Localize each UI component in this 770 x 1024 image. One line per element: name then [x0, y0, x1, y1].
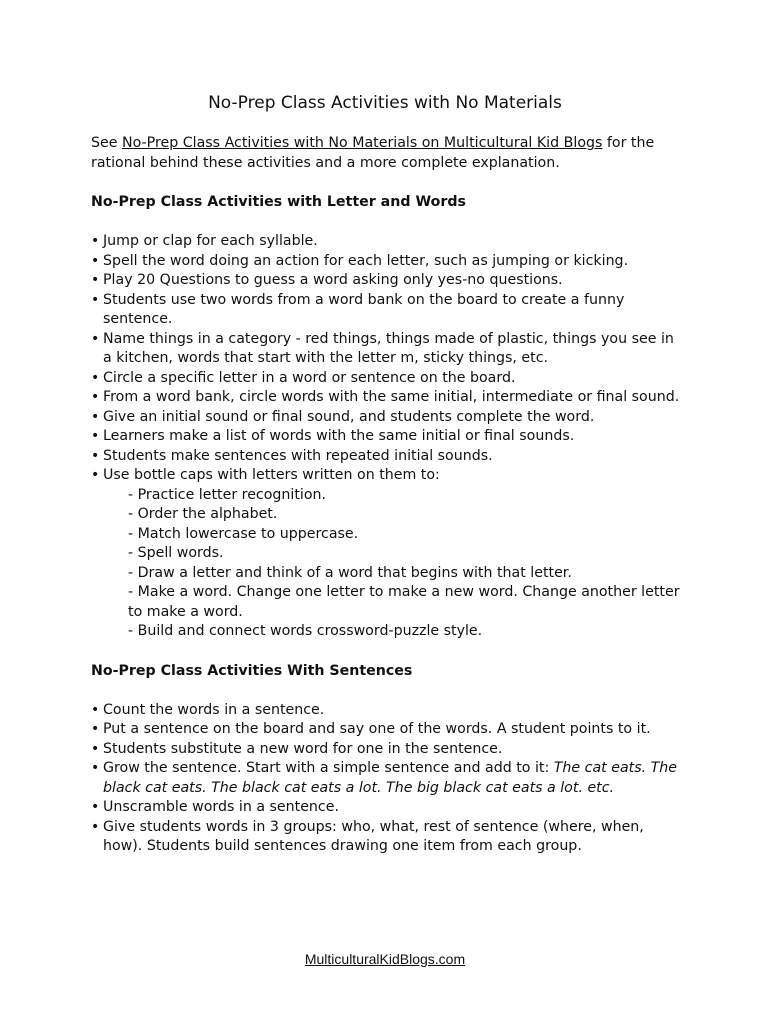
sub-list-item: - Spell words. — [128, 545, 224, 561]
sentences-list — [91, 701, 681, 857]
sub-list-item: - Match lowercase to uppercase. — [128, 525, 359, 542]
list-item: • Unscramble words in a sentence. — [91, 798, 681, 818]
intro-suffix: for the rational behind these activities and a more complete explanation. — [91, 135, 655, 171]
sub-list-item: - Make a word. Change one letter to make a new word. Change another letter to make a word. — [128, 584, 680, 620]
list-item: • Circle a specific letter in a word or sentence on the board. — [91, 369, 681, 389]
page-title: No-Prep Class Activities with No Materials — [208, 93, 562, 113]
list-item: • Jump or clap for each syllable. — [91, 232, 681, 252]
sub-list-item: - Practice letter recognition. — [128, 486, 327, 503]
sub-list-item: - Draw a letter and think of a word that begins with that letter. — [128, 564, 572, 581]
list-item: • Play 20 Questions to guess a word asking only yes-no questions. — [91, 271, 681, 291]
list-item: • Name things in a category - red things, things made of plastic, things you see in a kitchen, words that start with the letter m, sticky things, etc. — [91, 330, 681, 369]
list-item: • Give students words in 3 groups: who, what, rest of sentence (where, when, how). Students build sentences drawing one item from each group. — [91, 818, 681, 857]
list-item-grow-sentence — [91, 759, 681, 798]
list-item: • Use bottle caps with letters written on them to: — [91, 466, 681, 486]
bottle-caps-sublist — [91, 486, 681, 642]
grow-text: Grow the sentence. Start with a simple sentence and add to it: — [103, 760, 554, 776]
intro-prefix: See — [91, 135, 122, 151]
sub-list-item: - Build and connect words crossword-puzzle style. — [128, 623, 483, 639]
list-item: • Students use two words from a word bank on the board to create a funny sentence. — [91, 291, 681, 330]
footer-link[interactable]: MulticulturalKidBlogs.com — [304, 951, 466, 967]
document-body — [91, 134, 681, 857]
list-item: • Count the words in a sentence. — [91, 701, 681, 721]
grow-example: The cat eats. The black cat eats. The black cat eats a lot. The big black cat eats a lot. etc. — [103, 760, 678, 796]
intro-paragraph — [91, 134, 681, 173]
list-item: • Students substitute a new word for one in the sentence. — [91, 740, 681, 760]
list-item: • Students make sentences with repeated initial sounds. — [91, 447, 681, 467]
intro-link[interactable]: No-Prep Class Activities with No Materials on Multicultural Kid Blogs — [121, 135, 603, 151]
letters-words-list — [91, 232, 681, 486]
sub-list-item: - Order the alphabet. — [128, 506, 278, 522]
section-heading-sentences: No-Prep Class Activities With Sentences — [91, 662, 413, 679]
list-item: • Learners make a list of words with the same initial or final sounds. — [91, 427, 681, 447]
section-heading-letters-words: No-Prep Class Activities with Letter and Words — [91, 194, 466, 210]
list-item: • Put a sentence on the board and say one of the words. A student points to it. — [91, 720, 681, 740]
list-item: • From a word bank, circle words with the same initial, intermediate or final sound. — [91, 388, 681, 408]
list-item: • Spell the word doing an action for each letter, such as jumping or kicking. — [91, 252, 681, 272]
footer — [0, 951, 770, 967]
list-item: • Give an initial sound or final sound, and students complete the word. — [91, 408, 681, 428]
